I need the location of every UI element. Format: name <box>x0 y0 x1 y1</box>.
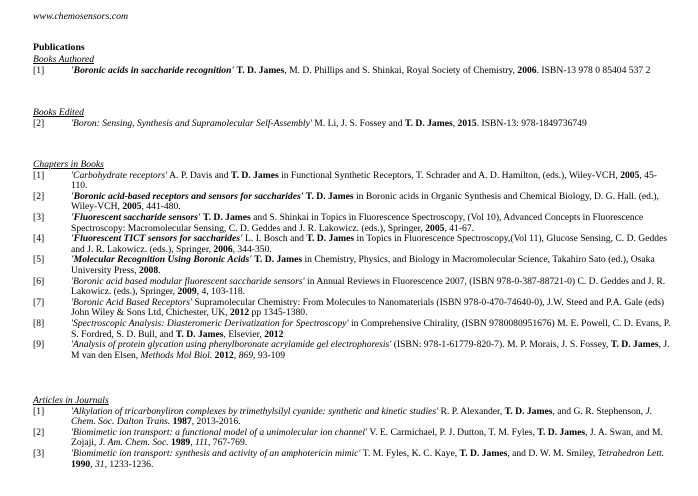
citation-entry <box>33 192 673 213</box>
citation-emphasis: T. D. James <box>537 426 586 438</box>
citation-text: Supramolecular Chemistry: From Molecules to Nanomaterials (ISBN 978-0-470-74640-0), J.W. Steed and P.A. Gale (eds) John Wiley & Sons Ltd, Chichester, UK, <box>71 296 665 319</box>
citation-text: , 2013-2016. <box>191 416 241 428</box>
site-url: www.chemosensors.com <box>33 11 129 22</box>
citation-emphasis: T. D. James <box>404 117 453 129</box>
citation-emphasis: T. D. James <box>504 405 553 417</box>
citation-text: , 93-109 <box>253 349 285 361</box>
citation-text: , 45-110. <box>71 169 657 192</box>
citation-title: 'Boronic acid based modular fluorescent saccharide sensors' <box>71 275 305 287</box>
citation-title: 'Alkylation of tricarbonyliron complexes by trimethylsilyl cyanide: synthetic and kinetic studies' <box>71 405 439 417</box>
citation-journal: Tetrahedron Lett. <box>597 447 665 459</box>
citation-emphasis: 2008 <box>138 264 159 276</box>
citation-emphasis: 1989 <box>171 437 191 449</box>
citation-text: in Comprehensive Chirality, (ISBN 9780080951676) M. E. Powell, C. D. Evans, P. S. Fordred, S. D. Bull, and <box>71 317 671 340</box>
citation-emphasis: 2009 <box>177 286 197 298</box>
citation-emphasis: T. D. James <box>305 190 354 202</box>
citation-text: , 4, 103-118. <box>196 286 246 298</box>
citation-text: . ISBN-13: 978-1849736749 <box>476 117 587 129</box>
section-title: Articles in Journals <box>33 395 109 406</box>
citation-text: V. E. Carmichael, P. J. Dutton, T. M. Fyles, <box>367 426 538 438</box>
citation-text: L. I. Bosch and <box>242 233 307 245</box>
citation-text: , M. D. Phillips and S. Shinkai, Royal Society of Chemistry, <box>284 64 518 76</box>
citation-journal: J. Am. Chem. Soc. <box>98 437 169 449</box>
entry-list <box>33 171 673 362</box>
citation-emphasis: 1987 <box>172 416 192 428</box>
citation-text: in Annual Reviews in Fluorescence 2007, (ISBN 978-0-387-88721-0) C. D. Geddes and J. R. Lakowicz. (eds.), Springer, <box>71 275 666 298</box>
citation-text: , 1233-1236. <box>104 458 154 470</box>
citation-text: in Boronic acids in Organic Synthesis and Chemical Biology, D. G. Hall. (ed.), Wiley-VCH, <box>71 190 659 213</box>
citation-entry <box>33 449 673 470</box>
citation-entry <box>33 340 673 361</box>
section-books-authored <box>33 55 673 76</box>
citation-text: , 441-480. <box>141 201 181 213</box>
citation-text: , J. M van den Elsen, <box>71 339 670 361</box>
citation-title: 'Boronic Acid Based Receptors' <box>71 296 193 308</box>
citation-entry <box>33 428 673 449</box>
citation-number: [8] <box>33 317 45 329</box>
citation-emphasis: 1990 <box>71 458 91 470</box>
citation-text: , and D. W. M. Smiley, <box>507 447 598 459</box>
citation-emphasis: 2005 <box>122 201 142 213</box>
citation-entry <box>33 66 673 77</box>
citation-journal: 111 <box>195 437 208 449</box>
citation-emphasis: T. D. James <box>306 233 355 245</box>
citation-number: [6] <box>33 275 45 287</box>
citation-text: , 767-769. <box>207 437 248 449</box>
citation-title: 'Biomimetic ion transport: synthesis and activity of an amphotericin mimic' <box>71 447 361 459</box>
citation-text: , <box>190 437 196 449</box>
citation-emphasis: T. D. James <box>459 447 508 459</box>
citation-entry <box>33 119 673 130</box>
citation-number: [1] <box>33 64 45 76</box>
citation-text: T. M. Fyles, K. C. Kaye, <box>360 447 460 459</box>
citation-entry <box>33 171 673 192</box>
citation-emphasis: T. D. James <box>230 169 279 181</box>
section-title: Books Edited <box>33 107 84 118</box>
citation-entry <box>33 277 673 298</box>
citation-title: 'Carbohydrate receptors' <box>71 169 168 181</box>
citation-entry <box>33 255 673 276</box>
citation-text: A. P. Davis and <box>167 169 231 181</box>
citation-text: in Functional Synthetic Receptors, T. Schrader and A. D. Hamilton, (eds.), Wiley-VCH, <box>278 169 621 181</box>
citation-text: and S. Shinkai in Topics in Fluorescence Spectroscopy, (Vol 10), Advanced Concepts in Fluorescence Spectroscopy: Macromolecular Sensing, C. D. Geddes and J. R. Lakowicz. (eds.), Springer, <box>71 211 644 234</box>
citation-emphasis: 2012 <box>214 349 234 361</box>
citation-number: [3] <box>33 211 45 223</box>
citation-text: (ISBN: 978-1-61779-820-7). M. P. Morais, J. S. Fossey, <box>391 339 611 351</box>
citation-number: [1] <box>33 169 45 181</box>
citation-title: 'Fluorescent saccharide sensors' <box>71 211 201 223</box>
citation-emphasis: 2012 <box>229 307 250 319</box>
citation-emphasis: T. D. James <box>254 254 303 266</box>
citation-text: , <box>233 349 239 361</box>
citation-title: 'Boron: Sensing, Synthesis and Supramolecular Self-Assembly' <box>71 117 312 129</box>
citation-text: , Elsevier, <box>223 328 265 340</box>
citation-entry <box>33 319 673 340</box>
section-title: Books Authored <box>33 54 95 65</box>
citation-text: , and G. R. Stephenson, <box>552 405 646 417</box>
citation-emphasis: T. D. James <box>236 64 285 76</box>
page-heading: Publications <box>33 42 85 53</box>
citation-number: [2] <box>33 190 45 202</box>
citation-number: [1] <box>33 405 45 417</box>
citation-entry <box>33 407 673 428</box>
citation-text: M. Li, J. S. Fossey and <box>311 117 405 129</box>
section-title: Chapters in Books <box>33 159 104 170</box>
citation-emphasis: 2012 <box>264 328 284 340</box>
citation-title: 'Boronic acid-based receptors and sensors for saccharides' <box>71 190 304 202</box>
citation-entry <box>33 234 673 255</box>
citation-title: 'Spectroscopic Analysis: Diasteromeric Derivatization for Spectroscopy' <box>71 317 349 329</box>
citation-emphasis: 2006 <box>517 64 537 76</box>
citation-text: pp 1345-1380. <box>249 307 308 319</box>
citation-text: . ISBN-13 978 0 85404 537 2 <box>536 64 651 76</box>
citation-number: [3] <box>33 447 45 459</box>
citation-text: R. P. Alexander, <box>438 405 505 417</box>
citation-text: in Chemistry, Physics, and Biology in Macromolecular Science, Takahiro Sato (ed.), Osaka University Press, <box>71 254 655 276</box>
entry-list <box>33 407 673 471</box>
citation-emphasis: 2005 <box>620 169 640 181</box>
citation-text: , <box>452 117 458 129</box>
citation-emphasis: T. D. James <box>610 339 659 351</box>
citation-number: [2] <box>33 426 45 438</box>
citation-emphasis: T. D. James <box>175 328 224 340</box>
citation-number: [9] <box>33 339 45 351</box>
citation-emphasis: T. D. James <box>202 211 251 223</box>
citation-number: [2] <box>33 117 45 129</box>
citation-entry <box>33 298 673 319</box>
citation-number: [4] <box>33 233 45 245</box>
citation-journal: J. Chem. Soc. Dalton Trans. <box>71 405 653 428</box>
citation-text: , <box>90 458 95 470</box>
citation-emphasis: 2015 <box>457 117 477 129</box>
citation-title: 'Molecular Recognition Using Boronic Acids' <box>71 254 252 266</box>
section-chapters-in-books <box>33 160 673 361</box>
citation-emphasis: 2005 <box>425 222 445 234</box>
citation-title: 'Analysis of protein glycation using phenylboronate acrylamide gel electrophoresis' <box>71 339 392 351</box>
citation-title: 'Fluorescent TICT sensors for saccharides' <box>71 233 243 245</box>
entry-list <box>33 119 673 130</box>
citation-text: , 344-350. <box>232 243 272 255</box>
citation-text: in Topics in Fluorescence Spectroscopy,(Vol 11), Glucose Sensing, C. D. Geddes and J. R. Lakowicz. (eds.), Springer, <box>71 233 668 255</box>
citation-text: , J. A. Swan, and M. Zojaji, <box>71 426 663 449</box>
citation-journal: 31 <box>94 458 105 470</box>
citation-title: 'Biomimetic ion transport: a functional model of a unimolecular ion channel' <box>71 426 368 438</box>
citation-journal: 869 <box>238 349 254 361</box>
citation-text: . <box>158 264 161 276</box>
citation-number: [5] <box>33 254 45 266</box>
citation-title: 'Boronic acids in saccharide recognition' <box>71 64 235 76</box>
citation-emphasis: 2006 <box>213 243 233 255</box>
section-books-edited <box>33 108 673 129</box>
entry-list <box>33 66 673 77</box>
citation-entry <box>33 213 673 234</box>
citation-journal: Methods Mol Biol. <box>140 349 213 361</box>
section-articles-in-journals <box>33 396 673 470</box>
citation-text: , 41-67. <box>444 222 475 234</box>
citation-number: [7] <box>33 296 45 308</box>
